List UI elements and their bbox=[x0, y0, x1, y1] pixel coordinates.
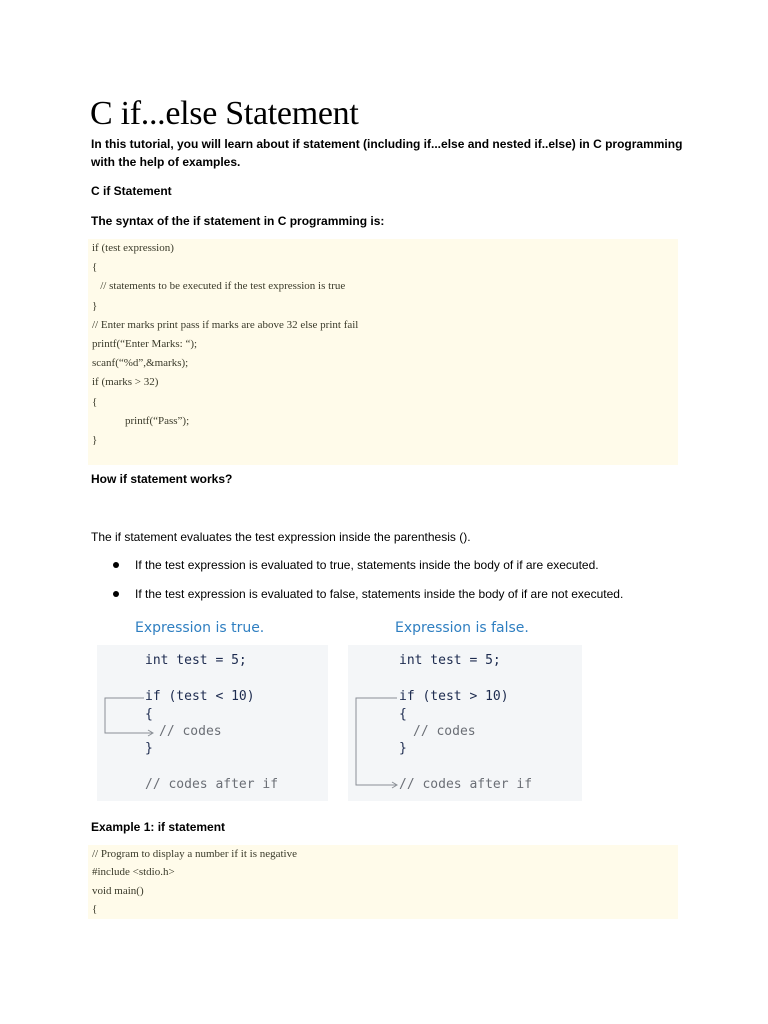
code-line: if (test > 10) bbox=[399, 689, 509, 704]
code-line: } bbox=[145, 741, 153, 756]
code-line: // codes bbox=[413, 724, 476, 739]
syntax-intro: The syntax of the if statement in C programming is: bbox=[91, 214, 385, 228]
intro-paragraph: In this tutorial, you will learn about if statement (including if...else and nested if..else) in C programming with the help of examples. bbox=[91, 137, 683, 169]
code-line: if (marks > 32) bbox=[92, 376, 159, 389]
flow-arrow bbox=[348, 620, 584, 802]
page-title: C if...else Statement bbox=[90, 95, 359, 132]
code-line: void main() bbox=[92, 884, 144, 897]
code-line: printf(“Enter Marks: “); bbox=[92, 337, 198, 350]
code-line: scanf(“%d”,&marks); bbox=[92, 357, 189, 370]
evaluates-paragraph: The if statement evaluates the test expression inside the parenthesis (). bbox=[91, 530, 471, 544]
code-line: { bbox=[92, 261, 98, 274]
diagram-caption: Expression is false. bbox=[395, 620, 529, 636]
code-line: printf(“Pass”); bbox=[92, 414, 190, 427]
code-line: // codes bbox=[159, 724, 222, 739]
code-line: // Enter marks print pass if marks are above 32 else print fail bbox=[92, 318, 359, 331]
code-line: #include <stdio.h> bbox=[92, 866, 175, 879]
section-heading: C if Statement bbox=[91, 184, 172, 198]
code-line: // codes after if bbox=[399, 777, 533, 792]
syntax-code-block bbox=[88, 239, 678, 465]
code-line: // codes after if bbox=[145, 777, 279, 792]
diagram-caption: Expression is true. bbox=[135, 620, 265, 636]
code-line: if (test < 10) bbox=[145, 689, 255, 704]
code-line: // Program to display a number if it is negative bbox=[92, 848, 297, 860]
how-heading: How if statement works? bbox=[91, 472, 233, 486]
code-line: } bbox=[92, 299, 98, 312]
bullet-dot bbox=[113, 591, 119, 597]
list-item-text: If the test expression is evaluated to false, statements inside the body of if are not executed. bbox=[135, 587, 624, 601]
diagram-true bbox=[97, 620, 333, 802]
bullet-dot bbox=[113, 562, 119, 568]
flow-arrow bbox=[97, 620, 333, 802]
code-line: { bbox=[92, 902, 98, 915]
list-item-text: If the test expression is evaluated to true, statements inside the body of if are executed. bbox=[135, 558, 599, 572]
diagram-false bbox=[348, 620, 584, 802]
code-line: int test = 5; bbox=[399, 653, 501, 668]
code-line: { bbox=[145, 707, 153, 722]
code-line: // statements to be executed if the test expression is true bbox=[92, 280, 346, 293]
code-line: { bbox=[399, 707, 407, 722]
code-line: if (test expression) bbox=[92, 242, 174, 254]
code-line: } bbox=[399, 741, 407, 756]
code-line: } bbox=[92, 433, 98, 446]
example-heading: Example 1: if statement bbox=[91, 820, 226, 834]
code-line: int test = 5; bbox=[145, 653, 247, 668]
code-line: { bbox=[92, 395, 98, 408]
example-code-block bbox=[88, 845, 678, 919]
